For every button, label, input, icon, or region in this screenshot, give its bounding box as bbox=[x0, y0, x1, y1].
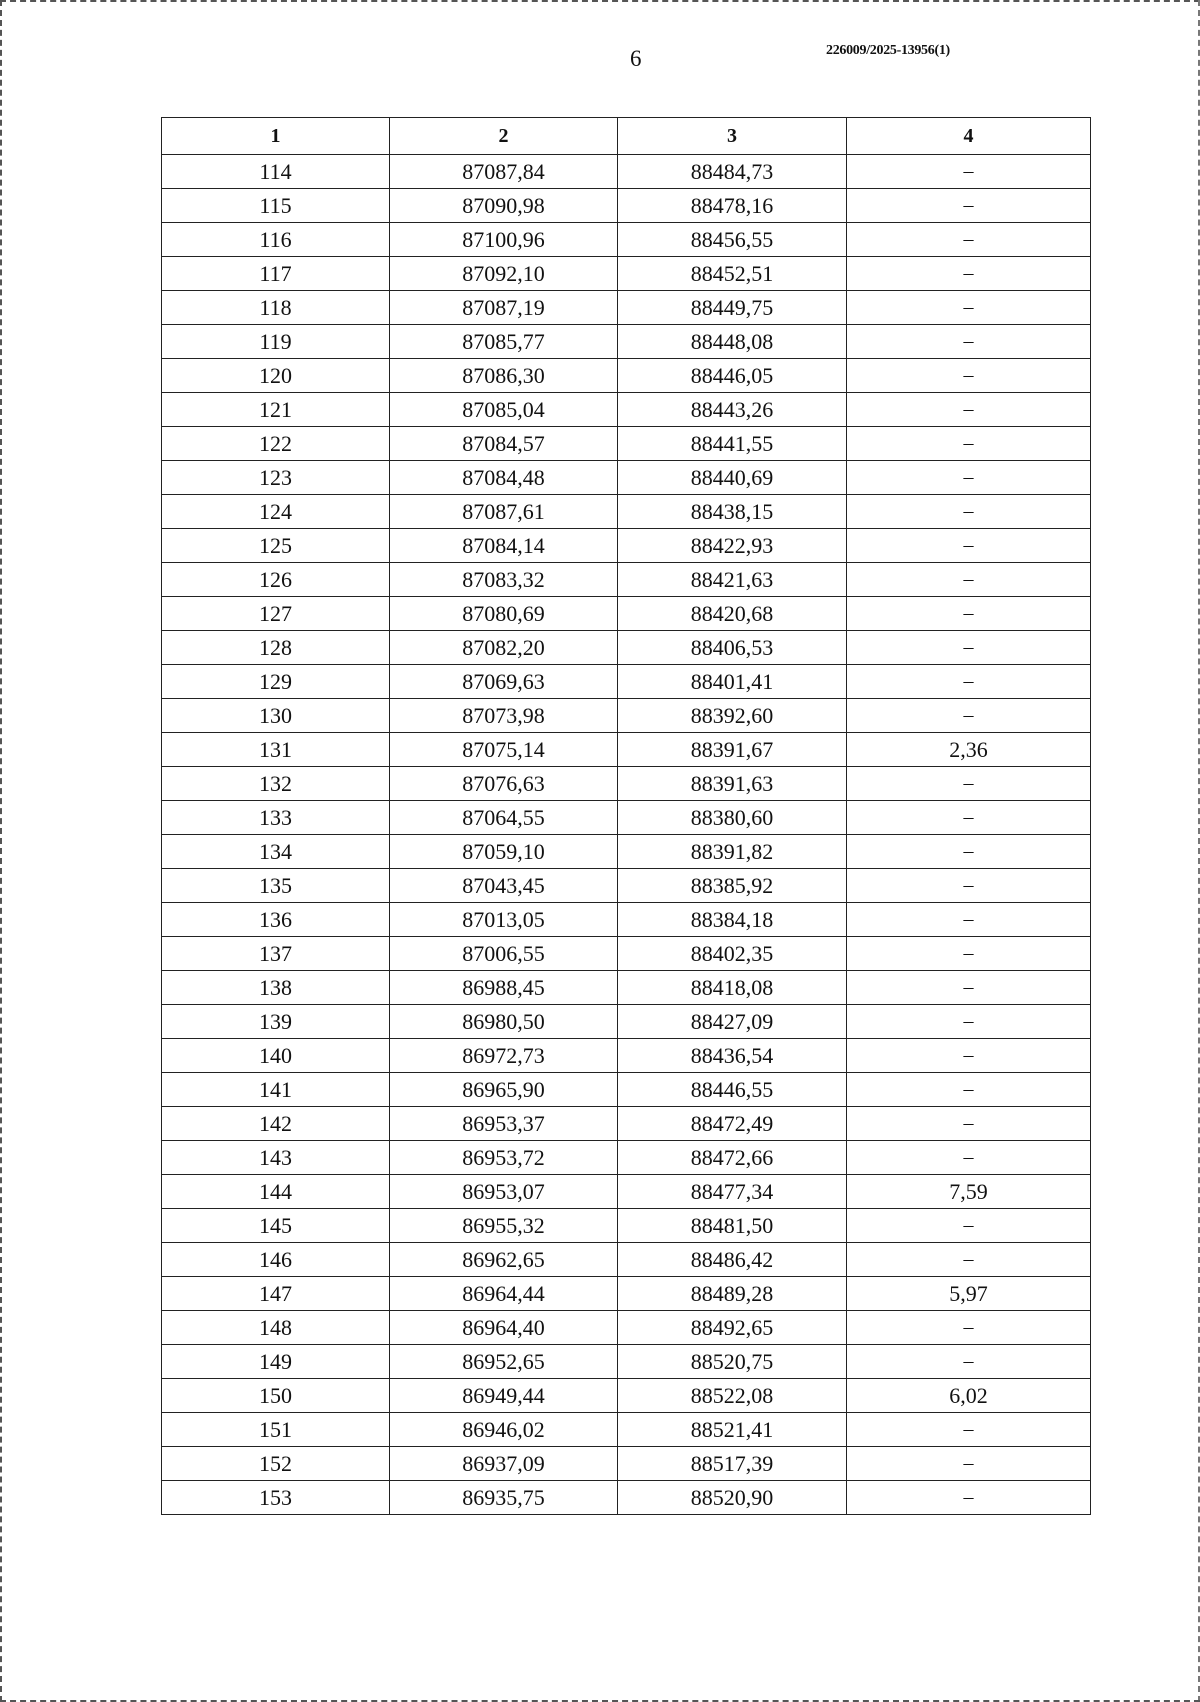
point-number-cell: 119 bbox=[162, 325, 390, 359]
table-body bbox=[162, 155, 1091, 1515]
y-coordinate-cell: 88401,41 bbox=[618, 665, 847, 699]
page-number: 6 bbox=[630, 46, 642, 71]
table-row bbox=[162, 597, 1091, 631]
point-number-cell: 115 bbox=[162, 189, 390, 223]
y-coordinate-cell: 88520,90 bbox=[618, 1481, 847, 1515]
x-coordinate-cell: 87084,48 bbox=[390, 461, 618, 495]
point-number-cell: 153 bbox=[162, 1481, 390, 1515]
table-row bbox=[162, 495, 1091, 529]
y-coordinate-cell: 88520,75 bbox=[618, 1345, 847, 1379]
x-coordinate-cell: 87059,10 bbox=[390, 835, 618, 869]
table-row bbox=[162, 971, 1091, 1005]
table-row bbox=[162, 1447, 1091, 1481]
table-row bbox=[162, 1005, 1091, 1039]
y-coordinate-cell: 88427,09 bbox=[618, 1005, 847, 1039]
table-row bbox=[162, 801, 1091, 835]
x-coordinate-cell: 86952,65 bbox=[390, 1345, 618, 1379]
value-cell: – bbox=[847, 563, 1091, 597]
x-coordinate-cell: 87043,45 bbox=[390, 869, 618, 903]
table-row bbox=[162, 1141, 1091, 1175]
y-coordinate-cell: 88486,42 bbox=[618, 1243, 847, 1277]
point-number-cell: 137 bbox=[162, 937, 390, 971]
x-coordinate-cell: 87069,63 bbox=[390, 665, 618, 699]
y-coordinate-cell: 88522,08 bbox=[618, 1379, 847, 1413]
y-coordinate-cell: 88446,55 bbox=[618, 1073, 847, 1107]
table-row bbox=[162, 1277, 1091, 1311]
value-cell: – bbox=[847, 291, 1091, 325]
value-cell: – bbox=[847, 461, 1091, 495]
table-header-row bbox=[162, 118, 1091, 155]
value-cell: – bbox=[847, 937, 1091, 971]
y-coordinate-cell: 88446,05 bbox=[618, 359, 847, 393]
point-number-cell: 116 bbox=[162, 223, 390, 257]
column-header-2: 2 bbox=[390, 118, 618, 155]
table-row bbox=[162, 835, 1091, 869]
value-cell: – bbox=[847, 427, 1091, 461]
value-cell: – bbox=[847, 699, 1091, 733]
point-number-cell: 145 bbox=[162, 1209, 390, 1243]
table-row bbox=[162, 1345, 1091, 1379]
point-number-cell: 140 bbox=[162, 1039, 390, 1073]
table-row bbox=[162, 223, 1091, 257]
x-coordinate-cell: 86937,09 bbox=[390, 1447, 618, 1481]
value-cell: – bbox=[847, 189, 1091, 223]
value-cell: – bbox=[847, 1311, 1091, 1345]
y-coordinate-cell: 88481,50 bbox=[618, 1209, 847, 1243]
value-cell: – bbox=[847, 155, 1091, 189]
x-coordinate-cell: 87073,98 bbox=[390, 699, 618, 733]
x-coordinate-cell: 87092,10 bbox=[390, 257, 618, 291]
x-coordinate-cell: 87075,14 bbox=[390, 733, 618, 767]
point-number-cell: 138 bbox=[162, 971, 390, 1005]
point-number-cell: 133 bbox=[162, 801, 390, 835]
point-number-cell: 139 bbox=[162, 1005, 390, 1039]
x-coordinate-cell: 87085,77 bbox=[390, 325, 618, 359]
x-coordinate-cell: 87086,30 bbox=[390, 359, 618, 393]
value-cell: – bbox=[847, 393, 1091, 427]
x-coordinate-cell: 87084,14 bbox=[390, 529, 618, 563]
point-number-cell: 150 bbox=[162, 1379, 390, 1413]
y-coordinate-cell: 88406,53 bbox=[618, 631, 847, 665]
value-cell: 6,02 bbox=[847, 1379, 1091, 1413]
value-cell: – bbox=[847, 223, 1091, 257]
table-row bbox=[162, 1073, 1091, 1107]
point-number-cell: 132 bbox=[162, 767, 390, 801]
y-coordinate-cell: 88391,63 bbox=[618, 767, 847, 801]
table-row bbox=[162, 325, 1091, 359]
table-row bbox=[162, 155, 1091, 189]
x-coordinate-cell: 87084,57 bbox=[390, 427, 618, 461]
table-row bbox=[162, 665, 1091, 699]
value-cell: – bbox=[847, 767, 1091, 801]
table-row bbox=[162, 1413, 1091, 1447]
y-coordinate-cell: 88517,39 bbox=[618, 1447, 847, 1481]
table-row bbox=[162, 631, 1091, 665]
x-coordinate-cell: 86964,40 bbox=[390, 1311, 618, 1345]
point-number-cell: 135 bbox=[162, 869, 390, 903]
x-coordinate-cell: 86964,44 bbox=[390, 1277, 618, 1311]
value-cell: – bbox=[847, 801, 1091, 835]
table-row bbox=[162, 189, 1091, 223]
value-cell: – bbox=[847, 257, 1091, 291]
value-cell: – bbox=[847, 1005, 1091, 1039]
y-coordinate-cell: 88441,55 bbox=[618, 427, 847, 461]
x-coordinate-cell: 87013,05 bbox=[390, 903, 618, 937]
table-row bbox=[162, 903, 1091, 937]
y-coordinate-cell: 88489,28 bbox=[618, 1277, 847, 1311]
point-number-cell: 120 bbox=[162, 359, 390, 393]
y-coordinate-cell: 88402,35 bbox=[618, 937, 847, 971]
table-row bbox=[162, 1481, 1091, 1515]
x-coordinate-cell: 86935,75 bbox=[390, 1481, 618, 1515]
y-coordinate-cell: 88492,65 bbox=[618, 1311, 847, 1345]
scan-edge-left bbox=[0, 0, 3, 1702]
y-coordinate-cell: 88477,34 bbox=[618, 1175, 847, 1209]
y-coordinate-cell: 88478,16 bbox=[618, 189, 847, 223]
y-coordinate-cell: 88421,63 bbox=[618, 563, 847, 597]
point-number-cell: 149 bbox=[162, 1345, 390, 1379]
value-cell: – bbox=[847, 1243, 1091, 1277]
y-coordinate-cell: 88420,68 bbox=[618, 597, 847, 631]
value-cell: – bbox=[847, 1447, 1091, 1481]
table-row bbox=[162, 257, 1091, 291]
value-cell: – bbox=[847, 495, 1091, 529]
x-coordinate-cell: 86953,07 bbox=[390, 1175, 618, 1209]
coordinates-table bbox=[161, 117, 1091, 1515]
x-coordinate-cell: 87090,98 bbox=[390, 189, 618, 223]
point-number-cell: 148 bbox=[162, 1311, 390, 1345]
x-coordinate-cell: 87076,63 bbox=[390, 767, 618, 801]
y-coordinate-cell: 88452,51 bbox=[618, 257, 847, 291]
point-number-cell: 117 bbox=[162, 257, 390, 291]
column-header-1: 1 bbox=[162, 118, 390, 155]
y-coordinate-cell: 88380,60 bbox=[618, 801, 847, 835]
point-number-cell: 114 bbox=[162, 155, 390, 189]
table-row bbox=[162, 529, 1091, 563]
value-cell: – bbox=[847, 665, 1091, 699]
y-coordinate-cell: 88392,60 bbox=[618, 699, 847, 733]
y-coordinate-cell: 88391,82 bbox=[618, 835, 847, 869]
x-coordinate-cell: 86953,72 bbox=[390, 1141, 618, 1175]
x-coordinate-cell: 86962,65 bbox=[390, 1243, 618, 1277]
x-coordinate-cell: 86955,32 bbox=[390, 1209, 618, 1243]
point-number-cell: 122 bbox=[162, 427, 390, 461]
point-number-cell: 143 bbox=[162, 1141, 390, 1175]
value-cell: – bbox=[847, 1481, 1091, 1515]
point-number-cell: 152 bbox=[162, 1447, 390, 1481]
y-coordinate-cell: 88456,55 bbox=[618, 223, 847, 257]
point-number-cell: 121 bbox=[162, 393, 390, 427]
point-number-cell: 147 bbox=[162, 1277, 390, 1311]
value-cell: 5,97 bbox=[847, 1277, 1091, 1311]
y-coordinate-cell: 88472,49 bbox=[618, 1107, 847, 1141]
value-cell: – bbox=[847, 1107, 1091, 1141]
value-cell: – bbox=[847, 869, 1091, 903]
table-row bbox=[162, 1379, 1091, 1413]
y-coordinate-cell: 88436,54 bbox=[618, 1039, 847, 1073]
table-row bbox=[162, 767, 1091, 801]
x-coordinate-cell: 86946,02 bbox=[390, 1413, 618, 1447]
point-number-cell: 131 bbox=[162, 733, 390, 767]
value-cell: – bbox=[847, 971, 1091, 1005]
scan-edge-top bbox=[0, 0, 1200, 3]
y-coordinate-cell: 88472,66 bbox=[618, 1141, 847, 1175]
value-cell: – bbox=[847, 1413, 1091, 1447]
value-cell: – bbox=[847, 631, 1091, 665]
value-cell: – bbox=[847, 1073, 1091, 1107]
y-coordinate-cell: 88448,08 bbox=[618, 325, 847, 359]
point-number-cell: 123 bbox=[162, 461, 390, 495]
x-coordinate-cell: 87006,55 bbox=[390, 937, 618, 971]
value-cell: – bbox=[847, 835, 1091, 869]
table-row bbox=[162, 563, 1091, 597]
value-cell: – bbox=[847, 1039, 1091, 1073]
y-coordinate-cell: 88440,69 bbox=[618, 461, 847, 495]
table-row bbox=[162, 291, 1091, 325]
value-cell: 7,59 bbox=[847, 1175, 1091, 1209]
x-coordinate-cell: 87085,04 bbox=[390, 393, 618, 427]
x-coordinate-cell: 86953,37 bbox=[390, 1107, 618, 1141]
x-coordinate-cell: 86949,44 bbox=[390, 1379, 618, 1413]
table-row bbox=[162, 393, 1091, 427]
x-coordinate-cell: 87082,20 bbox=[390, 631, 618, 665]
value-cell: – bbox=[847, 325, 1091, 359]
y-coordinate-cell: 88449,75 bbox=[618, 291, 847, 325]
table-row bbox=[162, 937, 1091, 971]
document-reference: 226009/2025-13956(1) bbox=[826, 43, 950, 58]
x-coordinate-cell: 86988,45 bbox=[390, 971, 618, 1005]
table-row bbox=[162, 427, 1091, 461]
table-row bbox=[162, 1107, 1091, 1141]
y-coordinate-cell: 88384,18 bbox=[618, 903, 847, 937]
value-cell: – bbox=[847, 903, 1091, 937]
table-row bbox=[162, 869, 1091, 903]
column-header-3: 3 bbox=[618, 118, 847, 155]
x-coordinate-cell: 86972,73 bbox=[390, 1039, 618, 1073]
column-header-4: 4 bbox=[847, 118, 1091, 155]
point-number-cell: 142 bbox=[162, 1107, 390, 1141]
y-coordinate-cell: 88443,26 bbox=[618, 393, 847, 427]
point-number-cell: 134 bbox=[162, 835, 390, 869]
x-coordinate-cell: 87087,61 bbox=[390, 495, 618, 529]
value-cell: – bbox=[847, 1345, 1091, 1379]
table-row bbox=[162, 699, 1091, 733]
y-coordinate-cell: 88391,67 bbox=[618, 733, 847, 767]
point-number-cell: 129 bbox=[162, 665, 390, 699]
y-coordinate-cell: 88422,93 bbox=[618, 529, 847, 563]
table-row bbox=[162, 733, 1091, 767]
x-coordinate-cell: 87064,55 bbox=[390, 801, 618, 835]
value-cell: – bbox=[847, 1141, 1091, 1175]
value-cell: – bbox=[847, 1209, 1091, 1243]
point-number-cell: 125 bbox=[162, 529, 390, 563]
y-coordinate-cell: 88438,15 bbox=[618, 495, 847, 529]
value-cell: – bbox=[847, 529, 1091, 563]
point-number-cell: 118 bbox=[162, 291, 390, 325]
table-row bbox=[162, 461, 1091, 495]
point-number-cell: 144 bbox=[162, 1175, 390, 1209]
x-coordinate-cell: 87080,69 bbox=[390, 597, 618, 631]
table-row bbox=[162, 1243, 1091, 1277]
x-coordinate-cell: 87083,32 bbox=[390, 563, 618, 597]
table-row bbox=[162, 1039, 1091, 1073]
value-cell: – bbox=[847, 597, 1091, 631]
point-number-cell: 141 bbox=[162, 1073, 390, 1107]
point-number-cell: 127 bbox=[162, 597, 390, 631]
table-row bbox=[162, 1175, 1091, 1209]
point-number-cell: 130 bbox=[162, 699, 390, 733]
value-cell: 2,36 bbox=[847, 733, 1091, 767]
y-coordinate-cell: 88521,41 bbox=[618, 1413, 847, 1447]
point-number-cell: 124 bbox=[162, 495, 390, 529]
x-coordinate-cell: 87087,19 bbox=[390, 291, 618, 325]
table-row bbox=[162, 1209, 1091, 1243]
y-coordinate-cell: 88418,08 bbox=[618, 971, 847, 1005]
x-coordinate-cell: 87100,96 bbox=[390, 223, 618, 257]
point-number-cell: 151 bbox=[162, 1413, 390, 1447]
table-row bbox=[162, 1311, 1091, 1345]
table-row bbox=[162, 359, 1091, 393]
x-coordinate-cell: 87087,84 bbox=[390, 155, 618, 189]
value-cell: – bbox=[847, 359, 1091, 393]
x-coordinate-cell: 86965,90 bbox=[390, 1073, 618, 1107]
point-number-cell: 128 bbox=[162, 631, 390, 665]
point-number-cell: 136 bbox=[162, 903, 390, 937]
point-number-cell: 126 bbox=[162, 563, 390, 597]
point-number-cell: 146 bbox=[162, 1243, 390, 1277]
y-coordinate-cell: 88484,73 bbox=[618, 155, 847, 189]
x-coordinate-cell: 86980,50 bbox=[390, 1005, 618, 1039]
y-coordinate-cell: 88385,92 bbox=[618, 869, 847, 903]
